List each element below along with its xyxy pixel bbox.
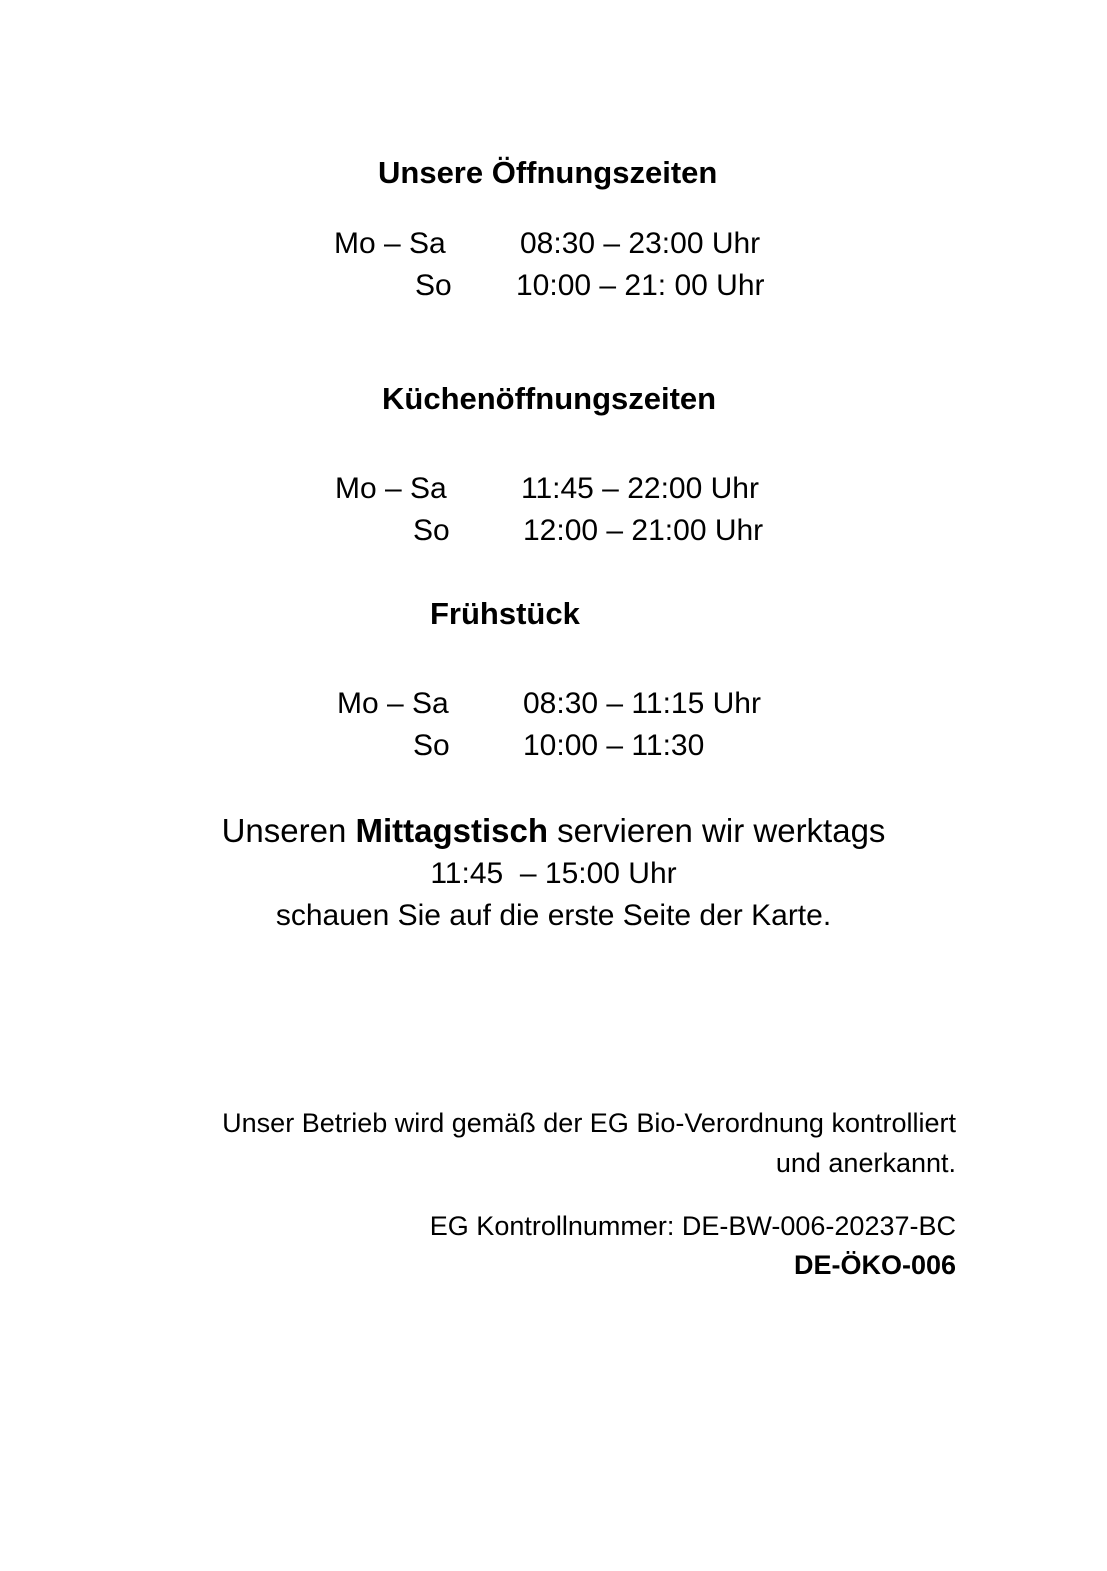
certification-text-line2: und anerkannt. (775, 1148, 956, 1178)
breakfast-title: Frühstück (430, 596, 580, 631)
lunch-sentence (0, 814, 1107, 847)
kitchen-hours-time-weekdays: 11:45 – 22:00 Uhr (521, 472, 759, 505)
kitchen-hours-days-sunday: So (413, 514, 450, 547)
opening-hours-days-weekdays: Mo – Sa (334, 227, 446, 260)
control-number: EG Kontrollnummer: DE-BW-006-20237-BC (429, 1211, 956, 1241)
kitchen-hours-time-sunday: 12:00 – 21:00 Uhr (523, 514, 764, 547)
lunch-prefix: Unseren (221, 812, 356, 849)
opening-hours-time-sunday: 10:00 – 21: 00 Uhr (516, 269, 765, 302)
lunch-note: schauen Sie auf die erste Seite der Karte. (275, 899, 832, 932)
kitchen-hours-title: Küchenöffnungszeiten (382, 381, 717, 416)
eco-code: DE-ÖKO-006 (793, 1250, 956, 1280)
breakfast-time-sunday: 10:00 – 11:30 (523, 729, 705, 762)
breakfast-days-weekdays: Mo – Sa (337, 687, 449, 720)
opening-hours-time-weekdays: 08:30 – 23:00 Uhr (520, 227, 761, 260)
kitchen-hours-days-weekdays: Mo – Sa (335, 472, 447, 505)
breakfast-time-weekdays: 08:30 – 11:15 Uhr (523, 687, 761, 720)
opening-hours-days-sunday: So (415, 269, 452, 302)
breakfast-days-sunday: So (413, 729, 450, 762)
certification-text-line1: Unser Betrieb wird gemäß der EG Bio-Verordnung kontrolliert (222, 1108, 956, 1138)
opening-hours-title: Unsere Öffnungszeiten (378, 155, 718, 190)
lunch-time: 11:45 – 15:00 Uhr (430, 857, 677, 890)
lunch-suffix: servieren wir werktags (548, 812, 886, 849)
lunch-highlight: Mittagstisch (355, 812, 548, 849)
